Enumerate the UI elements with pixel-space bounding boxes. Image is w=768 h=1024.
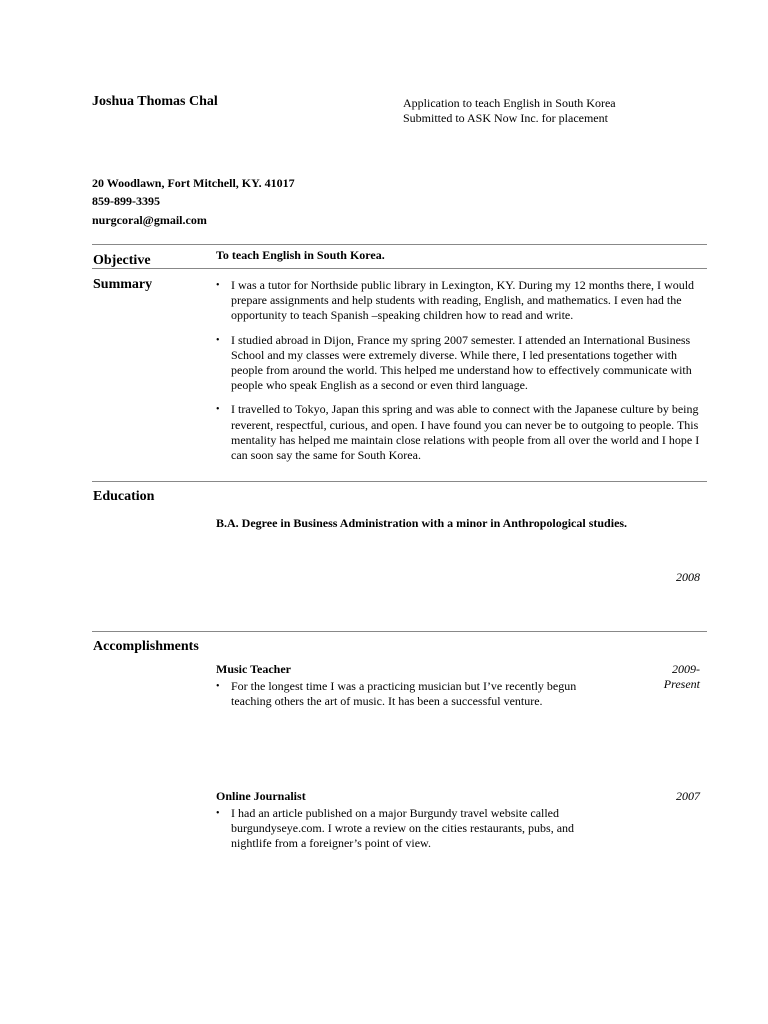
accomplishments-heading: Accomplishments [93, 639, 199, 654]
application-submission: Submitted to ASK Now Inc. for placement [403, 111, 608, 125]
list-item: • I was a tutor for Northside public library in Lexington, KY. During my 12 months there, I would prepare assignments and help students with reading, English, and mathematics. I even had the opportunity to teach Spanish –speaking children how to read and write. [216, 278, 706, 324]
accomplishment-year [620, 662, 700, 692]
applicant-name: Joshua Thomas Chal [92, 94, 218, 109]
section-divider [92, 481, 707, 482]
education-degree: B.A. Degree in Business Administration with a minor in Anthropological studies. [216, 516, 628, 530]
contact-phone: 859-899-3395 [92, 194, 160, 208]
contact-address: 20 Woodlawn, Fort Mitchell, KY. 41017 [92, 176, 295, 190]
list-item: • I had an article published on a major Burgundy travel website called burgundyseye.com. I wrote a review on the cities restaurants, pubs, and nightlife from a foreigner’s point of view. [216, 806, 606, 852]
year-start: 2009- [672, 662, 700, 676]
application-purpose: Application to teach English in South Korea [403, 96, 616, 110]
summary-list [216, 278, 706, 463]
accomplishment-year: 2007 [676, 789, 700, 803]
section-divider [92, 244, 707, 245]
section-divider [92, 268, 707, 269]
objective-text: To teach English in South Korea. [216, 248, 385, 262]
year-end: Present [663, 677, 700, 691]
online-journalist-list [216, 806, 606, 852]
accomplishment-title-online-journalist: Online Journalist [216, 789, 306, 803]
education-year: 2008 [676, 570, 700, 584]
contact-email: nurgcoral@gmail.com [92, 213, 207, 227]
list-item: • I studied abroad in Dijon, France my spring 2007 semester. I attended an International Business School and my classes were extremely diverse. While there, I led presentations together with people from around the world. This helped me understand how to effectively communicate with people who speak English as a second or even third language. [216, 333, 706, 394]
objective-heading: Objective [93, 253, 151, 268]
music-teacher-list [216, 679, 606, 709]
summary-heading: Summary [93, 277, 153, 292]
section-divider [92, 631, 707, 632]
accomplishment-title-music-teacher: Music Teacher [216, 662, 291, 676]
list-item: • I travelled to Tokyo, Japan this spring and was able to connect with the Japanese culture by being reverent, respectful, curious, and open. I have found you can never be to outgoing to people. This mentality has helped me maintain close relations with people from all over the world and I hope I can soon say the same for South Korea. [216, 402, 706, 463]
education-heading: Education [93, 489, 155, 504]
list-item: • For the longest time I was a practicing musician but I’ve recently begun teaching others the art of music. It has been a successful venture. [216, 679, 606, 709]
